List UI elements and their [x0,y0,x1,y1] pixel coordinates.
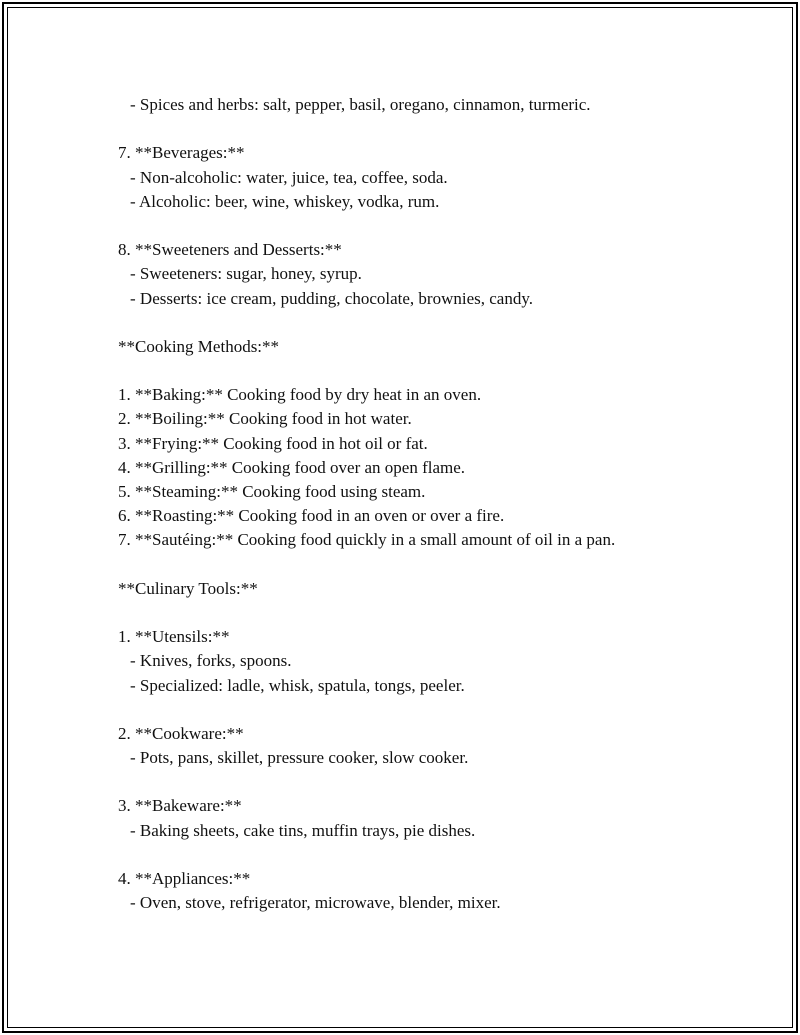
section-heading-culinary-tools: **Culinary Tools:** [118,578,258,598]
list-item: 2. **Boiling:** Cooking food in hot water. [118,409,412,429]
section-item-heading: 8. **Sweeteners and Desserts:** [118,240,342,260]
blank-line [118,770,758,794]
list-item: - Specialized: ladle, whisk, spatula, tongs, peeler. [130,675,465,695]
list-item: - Baking sheets, cake tins, muffin trays, pie dishes. [130,820,476,840]
list-item: - Non-alcoholic: water, juice, tea, coffee, soda. [130,167,448,187]
list-item: 5. **Steaming:** Cooking food using steam. [118,482,426,501]
section-heading-cooking-methods: **Cooking Methods:** [118,336,280,356]
list-item: - Spices and herbs: salt, pepper, basil, oregano, cinnamon, turmeric. [130,95,591,114]
blank-line [118,311,758,335]
section-item-heading: 1. **Utensils:** [118,627,230,647]
blank-line [118,843,758,867]
list-item: 6. **Roasting:** Cooking food in an oven or over a fire. [118,506,505,526]
list-item: - Sweeteners: sugar, honey, syrup. [130,264,362,284]
list-item: 1. **Baking:** Cooking food by dry heat in an oven. [118,385,482,405]
list-item: - Pots, pans, skillet, pressure cooker, slow cooker. [130,748,469,768]
list-item: 4. **Grilling:** Cooking food over an open flame. [118,457,466,477]
section-item-heading: 2. **Cookware:** [118,723,244,743]
blank-line [118,214,758,238]
list-item: - Oven, stove, refrigerator, microwave, blender, mixer. [130,893,501,913]
list-item: - Alcoholic: beer, wine, whiskey, vodka, rum. [130,191,440,211]
document-body [118,93,758,915]
blank-line [118,117,758,141]
blank-line [118,359,758,383]
list-item: - Desserts: ice cream, pudding, chocolate, brownies, candy. [130,288,533,308]
blank-line [118,601,758,625]
section-item-heading: 4. **Appliances:** [118,869,251,888]
list-item: 7. **Sautéing:** Cooking food quickly in a small amount of oil in a pan. [118,530,616,550]
list-item: 3. **Frying:** Cooking food in hot oil or fat. [118,433,428,453]
list-item: - Knives, forks, spoons. [130,651,292,671]
section-item-heading: 3. **Bakeware:** [118,796,242,816]
blank-line [118,698,758,722]
blank-line [118,553,758,577]
section-item-heading: 7. **Beverages:** [118,143,245,163]
